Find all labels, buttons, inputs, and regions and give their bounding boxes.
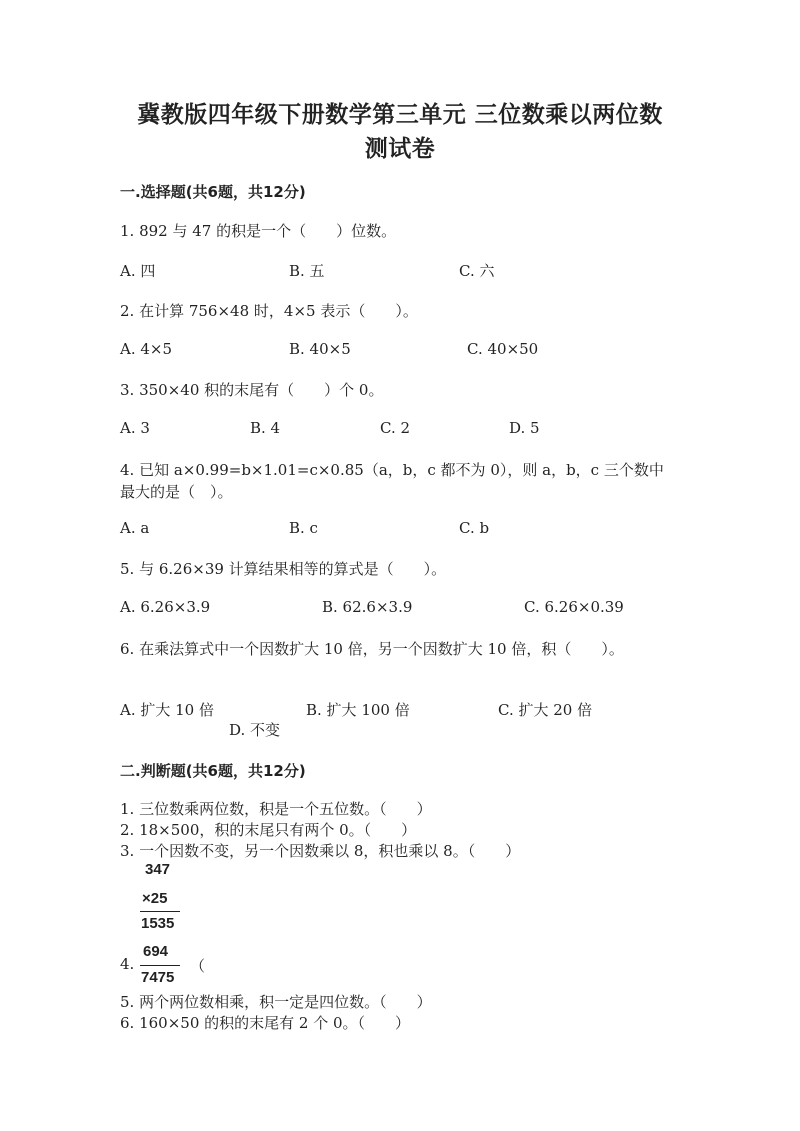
q2-option-c: C. 40×50 [467, 340, 539, 358]
q6-option-a: A. 扩大 10 倍 [120, 701, 214, 719]
q5-option-b: B. 62.6×3.9 [322, 598, 413, 616]
judgement-2: 2. 18×500，积的末尾只有两个 0。（ ） [120, 821, 417, 839]
q3-option-c: C. 2 [380, 419, 411, 437]
calc-multiplicand: 347 [145, 861, 171, 878]
judgement-1: 1. 三位数乘两位数，积是一个五位数。（ ） [120, 800, 432, 818]
judgement-4-bracket: （ [190, 957, 206, 975]
q3-option-d: D. 5 [509, 419, 540, 437]
q4-option-a: A. a [120, 519, 150, 537]
calc-rule-1 [140, 911, 180, 912]
question-5: 5. 与 6.26×39 计算结果相等的算式是（ ）。 [120, 560, 447, 578]
q6-option-d: D. 不变 [229, 721, 281, 739]
calc-rule-2 [140, 965, 180, 966]
q5-option-c: C. 6.26×0.39 [524, 598, 624, 616]
question-2: 2. 在计算 756×48 时，4×5 表示（ ）。 [120, 302, 418, 320]
q5-option-a: A. 6.26×3.9 [120, 598, 211, 616]
page-title-line1: 冀教版四年级下册数学第三单元 三位数乘以两位数 [137, 101, 663, 128]
q2-option-b: B. 40×5 [289, 340, 351, 358]
calc-multiplier: ×25 [142, 890, 168, 907]
judgement-5: 5. 两个两位数相乘，积一定是四位数。（ ） [120, 993, 432, 1011]
question-4-line1: 4. 已知 a×0.99=b×1.01=c×0.85（a，b，c 都不为 0），则 a，b，c 三个数中 [120, 461, 664, 479]
q6-option-b: B. 扩大 100 倍 [306, 701, 410, 719]
calc-product: 7475 [141, 969, 175, 986]
judgement-4-number: 4. [120, 955, 135, 973]
question-1: 1. 892 与 47 的积是一个（ ）位数。 [120, 222, 397, 240]
calc-partial-1: 1535 [141, 915, 175, 932]
question-3: 3. 350×40 积的末尾有（ ）个 0。 [120, 381, 384, 399]
q4-option-b: B. c [289, 519, 318, 537]
judgement-3: 3. 一个因数不变，另一个因数乘以 8，积也乘以 8。（ ） [120, 842, 521, 860]
q6-option-c: C. 扩大 20 倍 [498, 701, 593, 719]
calc-partial-2: 694 [143, 943, 169, 960]
section-heading-choice: 一.选择题(共6题，共12分) [120, 183, 306, 201]
q4-option-c: C. b [459, 519, 490, 537]
q1-option-a: A. 四 [120, 262, 156, 280]
q2-option-a: A. 4×5 [120, 340, 173, 358]
q3-option-a: A. 3 [120, 419, 150, 437]
q3-option-b: B. 4 [250, 419, 281, 437]
q1-option-b: B. 五 [289, 262, 325, 280]
question-6: 6. 在乘法算式中一个因数扩大 10 倍，另一个因数扩大 10 倍，积（ ）。 [120, 640, 624, 658]
judgement-6: 6. 160×50 的积的末尾有 2 个 0。（ ） [120, 1014, 411, 1032]
question-4-line2: 最大的是（ ）。 [120, 483, 233, 501]
page-title-line2: 测试卷 [364, 135, 436, 162]
q1-option-c: C. 六 [459, 262, 495, 280]
section-heading-judgement: 二.判断题(共6题，共12分) [120, 762, 306, 780]
